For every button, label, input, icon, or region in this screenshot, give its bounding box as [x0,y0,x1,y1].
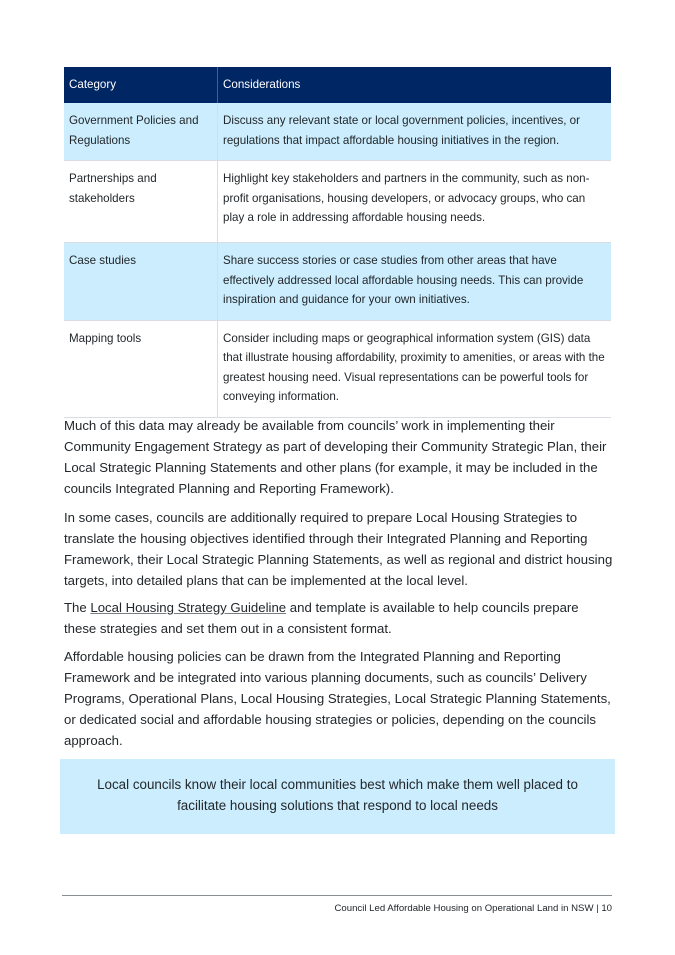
callout-box [60,759,615,834]
column-header-considerations: Considerations [223,78,301,91]
category-cell: Case studies [64,243,218,321]
table-row [64,243,611,321]
considerations-table [64,67,611,418]
considerations-cell: Highlight key stakeholders and partners in the community, such as non-profit organisations, housing developers, or advocacy groups, who can play a role in addressing affordable housing needs. [223,172,590,224]
table-row [64,320,611,417]
body-paragraph-data-availability: Much of this data may already be available from councils’ work in implementing their Community Engagement Strategy as part of developing their Community Strategic Plan, their Local Strategic Planning Statements and other plans (for example, it may be included in the councils Integrated Planning and Reporting Framework). [64,418,607,496]
footer-divider [62,895,612,896]
considerations-cell: Share success stories or case studies from other areas that have effectively addressed local affordable housing needs. This can provide inspiration and guidance for your own initiatives. [223,254,584,306]
footer-page-label: Council Led Affordable Housing on Operational Land in NSW | 10 [334,903,612,914]
callout-text: Local councils know their local communities best which make them well placed to facilitate housing solutions that respond to local needs [97,777,578,813]
guideline-text-after: and template is available to help councils prepare these strategies and set them out in a consistent format. [64,600,579,636]
category-cell: Government Policies and Regulations [64,103,218,161]
column-header-category: Category [64,67,218,103]
body-paragraph-affordable-housing-policies: Affordable housing policies can be drawn from the Integrated Planning and Reporting Framework and be integrated into various planning documents, such as councils’ Delivery Programs, Operational Plans, Local Housing Strategies, Local Strategic Planning Statements, or dedicated social and affordable housing strategies or policies, depending on the councils approach. [64,649,611,748]
considerations-cell: Consider including maps or geographical information system (GIS) data that illustrate housing affordability, proximity to amenities, or areas with the greatest housing need. Visual representations can be powerful tools for conveying information. [223,331,605,403]
body-paragraph-guideline [64,597,614,639]
considerations-cell: Discuss any relevant state or local government policies, incentives, or regulations that impact affordable housing initiatives in the region. [223,114,580,147]
category-cell: Partnerships and stakeholders [64,161,218,243]
guideline-text-before: The [64,600,91,615]
body-paragraph-local-housing-strategies: In some cases, councils are additionally required to prepare Local Housing Strategies to translate the housing objectives identified through their Integrated Planning and Reporting Framework, their Local Strategic Planning Statements, as well as regional and district housing targets, into detailed plans that can be implemented at the local level. [64,510,613,588]
table-row [64,161,611,243]
table-header-row [64,67,611,103]
category-cell: Mapping tools [64,320,218,417]
local-housing-strategy-guideline-link[interactable]: Local Housing Strategy Guideline [90,600,287,615]
table-row [64,103,611,161]
